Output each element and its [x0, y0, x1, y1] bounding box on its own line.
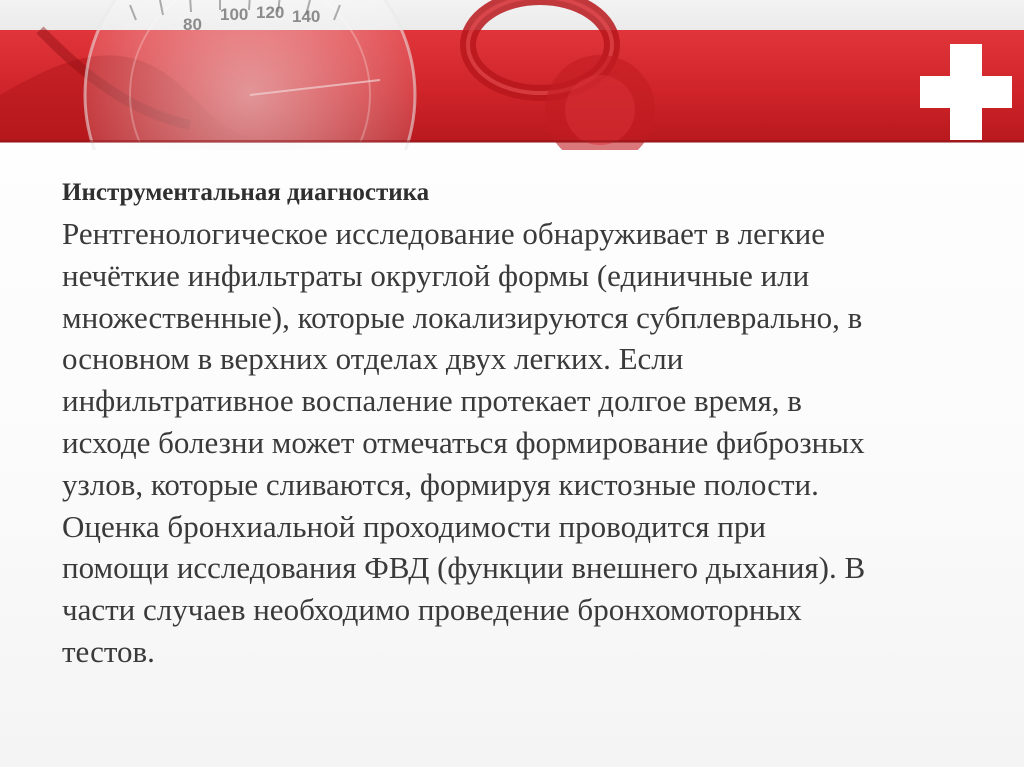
gauge-tick-80: 80 — [183, 15, 202, 34]
header-banner — [0, 0, 1024, 150]
slide-paragraph: Рентгенологическое исследование обнаруживает в легкие нечёткие инфильтраты округлой формы (единичные или множественные), которые локализируются субплеврально, в основном в верхних отделах двух легких. Если инфильтративное воспаление протекает долгое время, в исходе болезни может отмечаться формирование фиброзных узлов, которые сливаются, формируя кистозные полости. Оценка бронхиальной проходимости проводится при помощи исследования ФВД (функции внешнего дыхания). В части случаев необходимо проведение бронхомоторных тестов. — [62, 216, 866, 669]
gauge-tick-120: 120 — [256, 3, 285, 22]
slide-content — [62, 173, 962, 673]
slide-heading: Инструментальная диагностика — [62, 179, 430, 206]
gauge-tick-100: 100 — [220, 5, 249, 24]
sphygmomanometer-gauge-icon — [85, 0, 415, 150]
banner-graphic — [0, 0, 1024, 150]
gauge-tick-140: 140 — [292, 7, 321, 26]
